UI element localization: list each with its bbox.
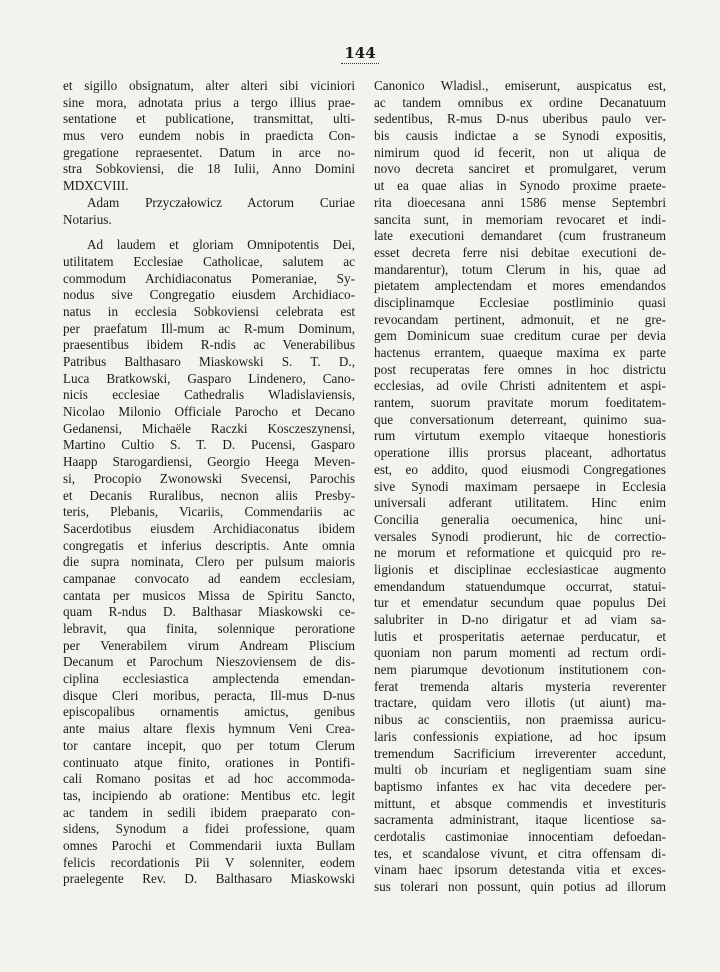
text-line: ligionis et disciplinae ecclesiasticae augmento [374,561,666,577]
text-line: sine mora, adnotata prius a tergo illius prae- [63,94,355,110]
text-line: episcopalibus ornamentis amictus, genibus [63,704,355,720]
text-line: tremendum Sacrificium irreverenter accedunt, [374,745,666,761]
text-line: universali adferant utilitatem. Hinc enim [374,495,666,511]
text-line: praelegente Rev. D. Balthasaro Miaskowski [63,871,355,887]
text-line: salubriter in D-no dirigatur et ad viam sa- [374,612,666,627]
text-line: mittunt, et absque commendis et investituris [374,795,666,811]
text-line: esset decreta ferre nisi debitae executioni de- [374,244,666,260]
text-line: ac tandem in sedili ibidem praeparato con- [63,804,355,820]
text-line: campanae convocato ad eandem ecclesiam, [63,570,355,586]
text-line: rum virtutum exemplo vitaeque honestioris [374,428,666,444]
text-line: natus in ecclesia Sobkoviensi celebrata est [63,303,355,319]
text-line: multi ob incuriam et negligentiam suam sine [374,762,666,778]
text-line: tor cantare incepit, quo per totum Clerum [63,737,355,753]
text-line: mus vero eundem nobis in praedicta Con- [63,128,355,144]
text-line: sidens, Synodum a fidei professione, quam [63,821,355,837]
text-line: que conversationum deterreant, quinimo sua- [374,411,666,427]
text-line: hactenus errantem, quaeque maxima ex parte [374,345,666,360]
text-line: teris, Plebanis, Vicariis, Commendariis ac [63,504,355,520]
text-line: laris confessionis expiatione, ad hoc ipsum [374,728,666,744]
text-line: nimirum quod id fecerit, non ut aliqua de [374,144,666,160]
text-line: cerdotalis castimoniae innocentiam defoedan- [374,828,666,844]
text-line: est, eo addito, quod eiusmodi Congregationes [374,461,666,477]
text-line: felicis recordationis Pii V solenniter, eodem [63,854,355,870]
text-line: Gedanensi, Michaële Raczki Kosczeszynensi, [63,420,355,436]
text-line: Nicolao Milonio Officiale Parocho et Decano [63,404,355,420]
text-line: sentatione et publicatione, transmittat, ulti- [63,111,355,127]
text-line: Canonico Wladisl., emiserunt, auspicatus est, [374,78,666,93]
text-line: tractare, quidam vero illotis (ut aiunt) ma- [374,695,666,711]
text-line: bis causis indictae a se Synodi expositis, [374,128,666,144]
text-line: emendandum statuendumque occurrat, statui- [374,578,666,594]
text-line: Decanum et Parochum Nieszoviensem de dis- [63,654,355,670]
text-line: praesentibus ibidem R-ndis ac Venerabilibus [63,337,355,353]
text-line: ante maius altare flexis hymnum Veni Crea- [63,721,355,737]
text-line: utilitatem Ecclesiae Catholicae, salutem ac [63,253,355,269]
text-line: rita dioecesana anni 1586 mense Septembri [374,194,666,210]
text-line: gregatione repraesentet. Datum in arce no- [63,144,355,160]
page-number: 144 [344,44,376,62]
text-line: et Decanis Ruralibus, necnon aliis Presby- [63,487,355,503]
text-line: Sacerdotibus eiusdem Archidiaconatus ibidem [63,520,355,536]
text-line: baptismo infantes ex hac vita decedere per- [374,778,666,794]
text-line: disciplinamque Ecclesiae postliminio quasi [374,294,666,310]
text-line: ne morum et reformatione et quicquid pro re- [374,545,666,561]
text-line: ut ea quae alias in Synodo proxime praete- [374,178,666,194]
text-line: nicis ecclesiae Cathedralis Wladislaviensis, [63,387,355,403]
text-line: nodus sive Congregatio eiusdem Archidiaco- [63,287,355,303]
text-line: continuato atque finito, orationes in Pontifi- [63,754,355,770]
text-line: operatione illis prorsus placeant, adhortatus [374,445,666,461]
text-line: sive Synodi maximam persaepe in Ecclesia [374,478,666,494]
text-line: MDXCVIII. [63,178,129,194]
text-line: per Venerabilem virum Andream Pliscium [63,637,355,653]
text-line: stra Sobkoviensi, die 18 Iulii, Anno Domini [63,161,355,177]
text-line: sacramenta administrant, itaque licentiose sa- [374,812,666,828]
text-line: late executioni demandaret (cum frustraneum [374,228,666,244]
text-line: post recuperatas fere omnes in hoc districtu [374,361,666,377]
text-line: quoniam non parum momenti ad rectum ordi- [374,645,666,661]
text-line: pietatem amplectendam et mores emendandos [374,278,666,294]
text-line: sancita sunt, in memoriam revocaret et indi- [374,211,666,227]
text-line: Patribus Balthasaro Miaskowski S. T. D., [63,354,355,369]
text-line: omnes Parochi et Commendarii iuxta Bullam [63,837,355,853]
text-line: ecclesias, ad ovile Christi adnitentem et aspi- [374,378,666,394]
text-line: congregatis et inferius descriptis. Ante omnia [63,537,355,553]
page-number-ornament [341,63,379,64]
text-line: vinam haec ipsorum detestanda vitia et exces- [374,862,666,878]
text-line: sedentibus, R-mus D-nus uberibus paulo ver- [374,111,666,127]
text-line: Ad laudem et gloriam Omnipotentis Dei, [87,237,355,253]
text-line: revocandam pertinent, admonuit, et ne gre- [374,311,666,327]
text-line: rantem, suorum pravitate morum foeditatem- [374,395,666,411]
text-line: novo decreta sanciret et promulgaret, verum [374,161,666,177]
left-column [63,78,355,888]
text-line: cantata per musicos Missa de Spiritu Sancto, [63,587,355,603]
text-line: disque Cleri moribus, peracta, Ill-mus D-nus [63,687,355,703]
text-line: Haapp Starogardiensi, Georgio Heega Meven- [63,454,355,470]
text-line: sus tolerari non possunt, quin potius ad illorum [374,879,666,894]
text-line: Martino Cultio S. T. D. Pucensi, Gasparo [63,437,355,453]
text-line: commodum Archidiaconatus Pomeraniae, Sy- [63,270,355,286]
text-line: lebravit, qua finita, solennique peroratione [63,621,355,636]
text-line: nibus ac conscientiis, non praemissa auricu- [374,712,666,728]
text-line: tas, incipiendo ab oratione: Mentibus etc. legit [63,787,355,803]
text-line: die supra nominata, Clero per pulsum maioris [63,554,355,570]
text-line: quam R-ndus D. Balthasar Miaskowski ce- [63,604,355,620]
text-line: nem piarumque devotionum institutionem con- [374,662,666,678]
text-line: ac tandem omnibus ex ordine Decanatuum [374,94,666,110]
text-line: Notarius. [63,211,112,227]
text-line: Luca Bratkowski, Gasparo Lindenero, Cano- [63,370,355,386]
text-line: per praefatum Ill-mum ac R-mum Dominum, [63,320,355,336]
text-line: Adam Przyczałowicz Actorum Curiae [87,194,355,210]
text-line: tur et emendatur secundum quae populus Dei [374,595,666,611]
text-line: ferat tremenda altaris mysteria reverenter [374,678,666,694]
text-line: tes, et scandalose vivunt, et citra offensam di- [374,845,666,861]
paragraph-gap [63,228,355,237]
text-line: cali Romano positas et ad hoc accommoda- [63,771,355,787]
text-line: et sigillo obsignatum, alter alteri sibi viciniori [63,78,355,93]
text-line: si, Procopio Zwonowski Svecensi, Parochis [63,470,355,486]
text-line: gem Dominicum suae creditum curae per devia [374,328,666,344]
text-line: ciplina ecclesiastica amplectenda emendan- [63,671,355,687]
text-line: mandarentur), totum Clerum in his, quae ad [374,261,666,277]
right-column [374,78,666,896]
text-line: versales Synodi prodierunt, hic de correctio- [374,528,666,544]
text-line: lutis et prosperitatis aeternae perducatur, et [374,628,666,644]
text-line: Concilia generalia oecumenica, hinc uni- [374,511,666,527]
